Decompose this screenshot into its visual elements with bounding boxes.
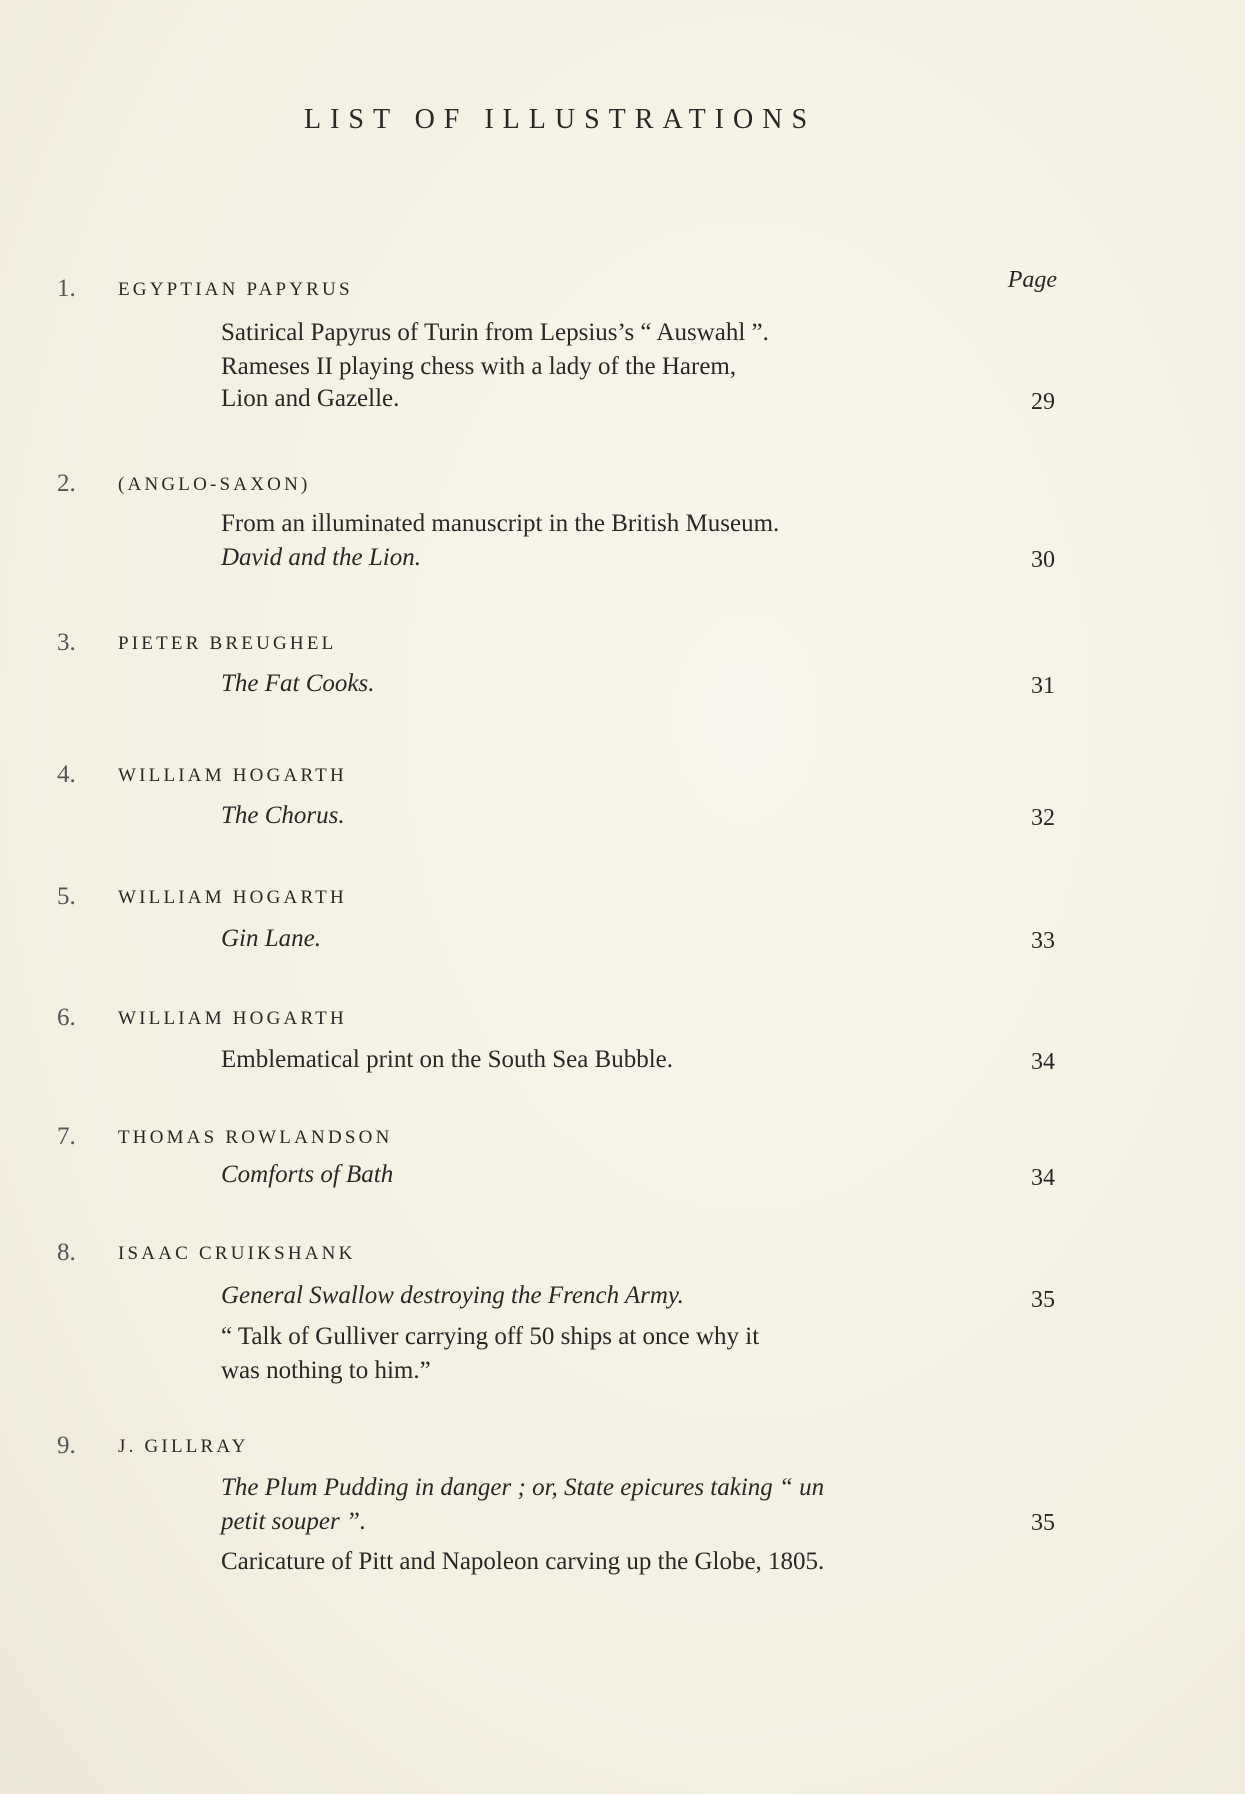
entry-description: Gin Lane.: [221, 925, 321, 952]
page-number: 35: [1031, 1287, 1055, 1313]
entry-number: 9.: [57, 1432, 76, 1459]
entry-number: 3.: [57, 629, 76, 656]
entry-number: 4.: [57, 761, 76, 788]
entry-description: The Fat Cooks.: [221, 670, 375, 697]
entry-description: The Chorus.: [221, 802, 345, 829]
entry-number: 2.: [57, 470, 76, 497]
artist-heading: THOMAS ROWLANDSON: [118, 1127, 393, 1148]
entry-description: Lion and Gazelle.: [221, 385, 400, 412]
entry-description: Satirical Papyrus of Turin from Lepsius’s “ Auswahl ”.: [221, 319, 769, 346]
entry-description: General Swallow destroying the French Army.: [221, 1282, 684, 1309]
artist-heading: EGYPTIAN PAPYRUS: [118, 279, 353, 300]
artist-heading: ISAAC CRUIKSHANK: [118, 1243, 356, 1264]
page-number: 32: [1031, 805, 1055, 831]
entry-description: Comforts of Bath: [221, 1161, 394, 1188]
entry-description: Emblematical print on the South Sea Bubble.: [221, 1046, 674, 1073]
page-number: 35: [1031, 1510, 1055, 1536]
page-number: 30: [1031, 547, 1055, 573]
page-number: 33: [1031, 928, 1055, 954]
entry-description: was nothing to him.”: [221, 1357, 431, 1384]
page-number: 31: [1031, 673, 1055, 699]
entry-number: 5.: [57, 883, 76, 910]
entry-number: 8.: [57, 1239, 76, 1266]
artist-heading: WILLIAM HOGARTH: [118, 765, 347, 786]
page-title: LIST OF ILLUSTRATIONS: [303, 104, 817, 135]
artist-heading: WILLIAM HOGARTH: [118, 1008, 347, 1029]
entry-number: 7.: [57, 1123, 76, 1150]
entry-description: “ Talk of Gulliver carrying off 50 ships at once why it: [221, 1323, 760, 1350]
artist-heading: J. GILLRAY: [118, 1436, 249, 1457]
page-column-label: Page: [1007, 267, 1057, 293]
entry-description: Caricature of Pitt and Napoleon carving up the Globe, 1805.: [221, 1548, 825, 1575]
artist-heading: (ANGLO-SAXON): [118, 474, 311, 495]
entry-description: From an illuminated manuscript in the British Museum.: [221, 510, 780, 537]
page-number: 34: [1031, 1165, 1055, 1191]
entry-description: petit souper ”.: [221, 1508, 367, 1535]
entry-number: 6.: [57, 1004, 76, 1031]
entry-number: 1.: [57, 275, 76, 302]
page-number: 29: [1031, 389, 1055, 415]
entry-description: David and the Lion.: [221, 544, 421, 571]
page-number: 34: [1031, 1049, 1055, 1075]
entry-description: Rameses II playing chess with a lady of the Harem,: [221, 353, 737, 380]
artist-heading: WILLIAM HOGARTH: [118, 887, 347, 908]
entry-description: The Plum Pudding in danger ; or, State epicures taking “ un: [221, 1474, 825, 1501]
artist-heading: PIETER BREUGHEL: [118, 633, 337, 654]
